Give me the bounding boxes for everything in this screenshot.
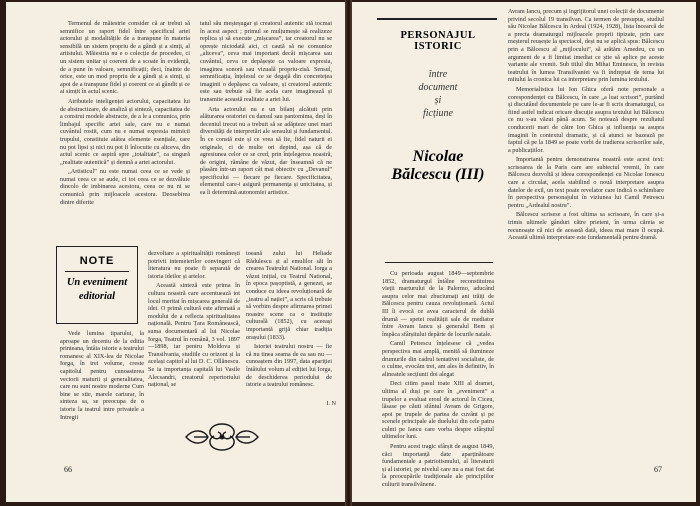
subtitle-line: între (428, 69, 448, 80)
paragraph: Termenul de măiestrie consider că ar trebui să semnifice un raport fidel între specificul artei actorului și modalitățile de a transpune în materia sensibilă un sistem propriu de a gândi și a simți, al artistului. Măiestria nu e o colecție de procedee, ci un sistem unitar și coerent de a scoate în evidență, de a pune în valoare, semnificații; deci, înainte de orice, este un mod propriu de a gândi și a simți, și apoi de a transpune fidel și coerent ce ai gândit și ce ai simțit în actul scenic. (60, 20, 190, 96)
page-number-right: 67 (654, 465, 662, 474)
subtitle-line: document (418, 82, 458, 93)
paragraph: Camil Petrescu înțelesese că „vedea perspectiva mai amplă, menită să ilumineze drumurile din cadrul tentativei socialiste, de o culme, evocăm trei, am ales în definitiv, în alineatele secțiunii doi alegat (382, 340, 494, 378)
article-title-surname: Bălcescu (III) (391, 166, 485, 183)
article-title-name: Nicolae (412, 148, 464, 165)
note-divider (65, 271, 129, 272)
paragraph: „Artisticul” nu este numai ceea ce se vede și numai ceea ce se aude, ci tot ceea ce se dezvăluie dincolo de imbinarea acestora, ceea ce nu ni se comunică prin mijloacele acestora. Deosebirea dintre diferite (60, 168, 190, 206)
paragraph: Bălcescu scrisese a fost ultima sa scrisoare, în care și-a trimis ultimele gânduri către prieteni, în urma căreia se recunoaște că nici de această dată, ideea mai mare îl ocupă. Această ultimă interpretare este fundamentală pentru dramă. (508, 211, 664, 242)
page-number-left: 66 (64, 465, 72, 474)
section-header: PERSONAJUL ISTORIC (400, 30, 476, 52)
signature: I. N (326, 400, 336, 407)
note-box (56, 246, 138, 324)
paragraph: Pentru acest tragic sfârșit de august 1849, căci importanță date aparținătoare fundamentale a patriotismului, al literaturii și al istoriei, pe nivelul care nu a mai fost dat la preocupările tradiționale ale principiilor culturii transilvănene. (382, 443, 494, 489)
left-col4-text (246, 250, 332, 398)
paragraph: Arta actorului nu e un bilanț alcătuit prin alăturarea oratoriei cu dansul sau pantomima, deși în deceniul trecut nu a trebuit să se adăpteze unei mari diversități de interpretări ale sensului și fundamentul. În ce constă este și ce vrea să fie, fidel naturii ei originale, ci de multe ori depind, așa că de agresiunea celor ce se cred, prin înțelegerea noastră, de origini, rămâne de văzut, dar înseamnă că ne plasăm într-un raport cât mai obiectiv cu „Devanul” specificului — fiecare pe fiecare. Specificitatea, elementul care-i asigură permanența și unicitatea, și ea îi determină autonomiei artistice. (200, 105, 332, 197)
book-spine (345, 0, 352, 506)
title-divider (385, 262, 493, 263)
left-col3-text (148, 250, 240, 410)
paragraph: Importantă pentru demonstrarea noastră este acest text: scrisoarea de la Paris care are subiectul vremii, în care Bălcescu dezvoltă și ideea corespondenței cu Nicolae Ionescu care a circulat, acela stabilind o nouă interpretare asupra datelor de exil, un text poate revelator care indică o schimbare în perspectiva personajului în viziunea lui Camil Petrescu pentru „Ardealul nostru”. (508, 156, 664, 209)
note-label: NOTE (79, 255, 115, 267)
paragraph: tatul său meșteșugar și creatorul autentic stă tocmai în acest aspect ; primul se mulțumește să realizeze replica și să execute „mișcarea”, iar creatorul nu se oprește niciodată aici, ci caută să ne comunice „altceva”, ceva mai important decât mișcarea sau cuvântul, ceva ce depășește ca valoare expresia, imaginea sonoră sau vizuală propriu-zisă. Sensul, semnificația, înțelesul ce se degajă din concretețea imaginii o depășesc ca valoare, și creatorul autentic este sau trebuie să fie acela care imaginează și transmite această realitate a artei lui. (200, 20, 332, 103)
note-title: Un eveniment editorial (66, 277, 128, 302)
paragraph: toeană zului lui Heliade Rădulescu și al emulilor săi în crearea Teatrului National. Iorga a văzut inițial, cu Teatrul National, în epoca pașoptistă, a genezei, se conduce cu ideea revoluționară de „teatru al nației”, a scris că trebuie să vorbim despre afirmarea primei noastre scene ca o instituție culturală (1852), cu aceeași importantă grijă chiar tradiția orașului (1833). (246, 250, 332, 341)
paragraph: Atributele inteligenței actorului, capacitatea lui de abstractizare, de analiză și sinteză, capacitatea de a construi modele abstracte, de a le a comunica, prin limbajul specific artei sale, care nu e numai cuvântul rostit, cum nu e numai expresia mimicii trupului, constituie atâtea elemente esențiale, care nu pot lipsi și nici nu pot fi înlocuite cu altceva, din actul scenic ce aspiră spre „totalitate”, ca singură „realitate autentică” și demnă a artei actorului. (60, 97, 190, 166)
paragraph: Avram Iancu, precum și ingrijitorul unei colecții de documente privind secolul 19 transilvan. Ca termen de presupus, studiul său Nicolae Bălcescu în Ardeal (1924, 1928), lista încearcă de a precta dramaturgul mijloacele proprii tipizate, prin care meșterul reușește la spectacol, deși nu se aplică spus: Bălcescu prin a Bălcescu al „mijlocului”, să arătăm Amedeu, cu un argument de a fi limitat imediat ce știe să aplice pe aceste variante ale vremii. Sub titlul din Mihai Eminescu, în revista teatrului în lumea Transilvaniei va fi îndreptat de tema lui mitului la cronica lui ca interpretare prin lumina textului. (508, 8, 664, 84)
paragraph: Istoriei teatrului nostru — fie că nu tinea seama de ea sau nu — cunoaștem din 1997, data apariției întâiului volum al ediției lui Iorga, de deschiderea periodului de istorie a teatrului românesc. (246, 343, 332, 389)
decorative-ornament-icon (180, 418, 264, 456)
paragraph: dezvoltare a spiritualității românești potrivit intemeierilor convingeri că literatura nu poate fi separată de istoria ideilor și artelor. (148, 250, 240, 280)
paragraph: Vede lumina tiparului, la aproape un deceniu de la editia printeana, întâia istorie a teatrului romanesc al XIX-lea de Nicolae Iorga, în trei volume, creste capitolul pentru cunoasterea vectorii maturii și generalitatea, care nu sunt nostre moderne Cum bine se stie, marele carturar, în sinteza sa, se preocupa de o istorie la teatrul intre privatele a Intregii (60, 330, 144, 421)
subtitle-line: și (434, 95, 442, 106)
paragraph: Memorialistica lui Ion Ghica oferă note personale a corespondenței cu Bălcescu, în care „a luat scrisori”, purtând și discutând documentele pe care le-ar fi scris dramaturgul, ca fiind astfel indicat oricare discuție asupra textului lui Bălcescu ce nu s-au văzut până acum. Se notează despre rezultatul conducerii mari de către Ion Ghica și influența sa asupra imaginii în contextul dramatic, și că atunci se bazează pe faptul că pe la 1849 se poate vorbi de iradierea scrisorilor sale, a publicațiilor. (508, 85, 664, 154)
paragraph: Deci citim pasul toate XIII al dramei, ultima al duși pe care în „eveniment” a trupelor a evaluat eroul de actorul în Ciceu, lăsase pe căuti sfântul Avram de Grigore, apoi pe trupele de partea de cuvânt și pe scenele principale ale duelului din cele patru culmi pe Iancu care vorba despre sfârșitul ultimelor luni. (382, 380, 494, 441)
paragraph: Cu perioada august 1849—septembrie 1852, dramaturgul întâlne reconstituirea vieții marturului de la Palermo, aducând asupra celor mai zbuciumați ani trăiți de Bălcescu pentru cauza revoluționară. Actul III îi evocă ce avea caracterul de dublă drumă — spetei realității sale de mediator între Avram Iancu și generalul Bem și împăca sfârșitului depărte de locurile natale. (382, 270, 494, 338)
left-col1-text (60, 20, 190, 242)
left-col-note-text (60, 330, 144, 426)
paragraph: Această sinteză este prima în cultura noastră care accentuează tot locul meritat în mișcarea generală de idei. O primă cultură este afirmată a modului de a reflecta spiritualitatea națională. Pentru Țara Românească, suma documentară al lui Nicolae Iorga, Teatrul în română, 3 vol. 1897—1898, iar pentru Moldova și Transilvania, studiile cu orizont și la același capitol al lui D. C. Ollănescu. Se ia importanța capitală lui Vasile Alecsandri, creatorul repertoriului național, se (148, 282, 240, 389)
right-main-text (382, 270, 494, 489)
right-col-text (508, 8, 664, 460)
subtitle-line: ficțiune (423, 108, 453, 119)
left-col2-text (200, 20, 332, 242)
